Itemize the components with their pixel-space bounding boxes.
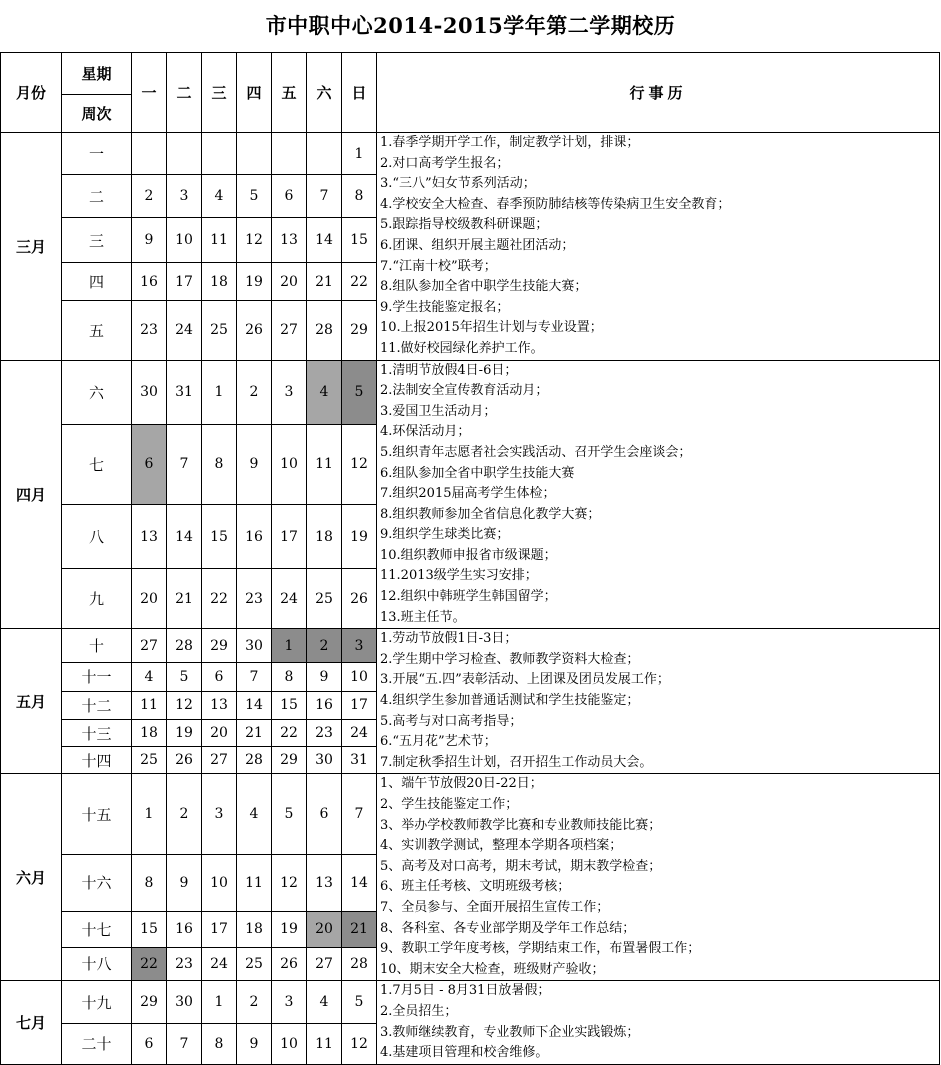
week-number: 一 xyxy=(62,133,132,175)
week-number: 十二 xyxy=(62,691,132,719)
events-cell xyxy=(377,360,940,629)
day-header-7: 日 xyxy=(342,53,377,133)
event-item: 5.高考与对口高考指导； xyxy=(380,713,523,729)
event-item: 7、全员参与、全面开展招生宣传工作； xyxy=(380,899,610,915)
month-label: 四月 xyxy=(1,360,62,629)
events-cell xyxy=(377,133,940,361)
date-cell: 28 xyxy=(237,747,272,774)
holiday-date-cell: 20 xyxy=(307,911,342,947)
week-number: 十一 xyxy=(62,663,132,691)
date-cell: 14 xyxy=(237,691,272,719)
date-cell xyxy=(202,133,237,175)
event-item: 7.组织2015届高考学生体检； xyxy=(380,486,556,502)
date-cell: 21 xyxy=(307,263,342,301)
week-number: 九 xyxy=(62,569,132,629)
day-header-2: 二 xyxy=(167,53,202,133)
event-item: 1、端午节放假20日-22日； xyxy=(380,776,543,792)
event-item: 4.学校安全大检查、春季预防肺结核等传染病卫生安全教育； xyxy=(380,196,731,212)
date-cell: 8 xyxy=(132,855,167,912)
holiday-date-cell: 6 xyxy=(132,424,167,504)
date-cell: 18 xyxy=(132,719,167,746)
events-cell xyxy=(377,774,940,981)
holiday-date-cell: 22 xyxy=(132,947,167,981)
date-cell: 1 xyxy=(202,981,237,1024)
date-cell: 29 xyxy=(132,981,167,1024)
date-cell: 7 xyxy=(167,1024,202,1065)
date-cell: 11 xyxy=(132,691,167,719)
event-item: 12.组织中韩班学生韩国留学； xyxy=(380,589,557,605)
event-item: 1.春季学期开学工作，制定教学计划，排课； xyxy=(380,135,640,150)
date-cell: 12 xyxy=(272,855,307,912)
week-number: 十九 xyxy=(62,981,132,1024)
event-item: 8、各科室、各专业部学期及学年工作总结； xyxy=(380,920,636,936)
event-item: 9.组织学生球类比赛； xyxy=(380,527,510,543)
event-item: 4.组织学生参加普通话测试和学生技能鉴定； xyxy=(380,693,640,709)
event-item: 6、班主任考核、文明班级考核； xyxy=(380,879,571,895)
week-row xyxy=(1,133,940,175)
date-cell: 8 xyxy=(202,1024,237,1065)
date-cell: 7 xyxy=(237,663,272,691)
date-cell: 29 xyxy=(272,747,307,774)
date-cell: 15 xyxy=(272,691,307,719)
date-cell: 28 xyxy=(167,629,202,663)
event-item: 5.组织青年志愿者社会实践活动、召开学生会座谈会； xyxy=(380,444,692,460)
week-number: 七 xyxy=(62,424,132,504)
date-cell: 30 xyxy=(237,629,272,663)
weekday-column-header: 星期 xyxy=(62,53,132,95)
date-cell: 15 xyxy=(202,504,237,568)
date-cell: 31 xyxy=(167,360,202,424)
month-label: 七月 xyxy=(1,981,62,1064)
date-cell: 9 xyxy=(132,218,167,263)
date-cell: 27 xyxy=(307,947,342,981)
day-header-6: 六 xyxy=(307,53,342,133)
date-cell: 23 xyxy=(237,569,272,629)
date-cell: 6 xyxy=(307,774,342,855)
event-item: 3.教师继续教育，专业教师下企业实践锻炼； xyxy=(380,1024,640,1040)
date-cell: 11 xyxy=(237,855,272,912)
event-item: 9.学生技能鉴定报名； xyxy=(380,299,510,315)
date-cell: 13 xyxy=(132,504,167,568)
date-cell: 31 xyxy=(342,747,377,774)
date-cell: 14 xyxy=(307,218,342,263)
event-item: 10.上报2015年招生计划与专业设置； xyxy=(380,320,603,336)
date-cell: 2 xyxy=(237,360,272,424)
date-cell: 1 xyxy=(132,774,167,855)
date-cell: 5 xyxy=(237,175,272,218)
date-cell: 10 xyxy=(272,1024,307,1065)
date-cell: 25 xyxy=(237,947,272,981)
date-cell: 5 xyxy=(272,774,307,855)
date-cell: 13 xyxy=(307,855,342,912)
date-cell xyxy=(307,133,342,175)
day-header-3: 三 xyxy=(202,53,237,133)
event-item: 4.环保活动月； xyxy=(380,424,471,440)
date-cell: 2 xyxy=(167,774,202,855)
event-item: 1.7月5日 - 8月31日放暑假； xyxy=(380,983,551,999)
date-cell: 19 xyxy=(272,911,307,947)
date-cell: 22 xyxy=(342,263,377,301)
date-cell: 10 xyxy=(272,424,307,504)
week-number: 二十 xyxy=(62,1024,132,1065)
date-cell: 17 xyxy=(342,691,377,719)
date-cell: 16 xyxy=(167,911,202,947)
date-cell: 25 xyxy=(132,747,167,774)
month-column-header: 月份 xyxy=(1,53,62,133)
date-cell: 26 xyxy=(167,747,202,774)
date-cell: 28 xyxy=(307,301,342,360)
week-row xyxy=(1,629,940,663)
event-item: 6.“五月花”艺术节； xyxy=(380,734,497,750)
date-cell: 15 xyxy=(342,218,377,263)
date-cell: 7 xyxy=(307,175,342,218)
event-item: 3.开展“五.四”表彰活动、上团课及团员发展工作； xyxy=(380,672,670,688)
date-cell: 3 xyxy=(202,774,237,855)
event-item: 2.对口高考学生报名； xyxy=(380,155,510,171)
date-cell: 5 xyxy=(342,981,377,1024)
date-cell: 8 xyxy=(202,424,237,504)
event-item: 11.做好校园绿化养护工作。 xyxy=(380,340,544,356)
date-cell: 12 xyxy=(342,1024,377,1065)
date-cell xyxy=(167,133,202,175)
date-cell: 1 xyxy=(342,133,377,175)
week-row xyxy=(1,774,940,855)
week-number: 十四 xyxy=(62,747,132,774)
holiday-date-cell: 2 xyxy=(307,629,342,663)
event-item: 2.法制安全宣传教育活动月； xyxy=(380,383,549,399)
date-cell: 14 xyxy=(167,504,202,568)
holiday-date-cell: 21 xyxy=(342,911,377,947)
day-header-1: 一 xyxy=(132,53,167,133)
date-cell: 30 xyxy=(132,360,167,424)
date-cell: 16 xyxy=(237,504,272,568)
date-cell: 18 xyxy=(202,263,237,301)
date-cell: 19 xyxy=(167,719,202,746)
date-cell: 25 xyxy=(202,301,237,360)
event-item: 5.跟踪指导校级教科研课题； xyxy=(380,217,549,233)
date-cell xyxy=(132,133,167,175)
date-cell: 15 xyxy=(132,911,167,947)
date-cell: 8 xyxy=(272,663,307,691)
event-item: 7.“江南十校”联考； xyxy=(380,258,497,274)
event-item: 2.全员招生； xyxy=(380,1003,458,1019)
date-cell: 10 xyxy=(342,663,377,691)
date-cell: 12 xyxy=(342,424,377,504)
week-number: 四 xyxy=(62,263,132,301)
date-cell: 14 xyxy=(342,855,377,912)
holiday-date-cell: 3 xyxy=(342,629,377,663)
date-cell: 26 xyxy=(342,569,377,629)
date-cell: 20 xyxy=(202,719,237,746)
date-cell: 4 xyxy=(202,175,237,218)
date-cell: 23 xyxy=(307,719,342,746)
date-cell: 9 xyxy=(237,1024,272,1065)
date-cell: 30 xyxy=(167,981,202,1024)
events-column-header: 行事历 xyxy=(377,53,940,133)
date-cell: 9 xyxy=(167,855,202,912)
date-cell: 11 xyxy=(307,1024,342,1065)
event-item: 3.爱国卫生活动月； xyxy=(380,403,497,419)
day-header-4: 四 xyxy=(237,53,272,133)
date-cell xyxy=(272,133,307,175)
week-number: 十八 xyxy=(62,947,132,981)
date-cell: 25 xyxy=(307,569,342,629)
event-item: 13.班主任节。 xyxy=(380,609,466,625)
event-item: 3.“三八”妇女节系列活动； xyxy=(380,176,536,192)
date-cell xyxy=(237,133,272,175)
date-cell: 19 xyxy=(342,504,377,568)
week-number: 十五 xyxy=(62,774,132,855)
date-cell: 19 xyxy=(237,263,272,301)
date-cell: 22 xyxy=(202,569,237,629)
event-item: 11.2013级学生实习安排； xyxy=(380,568,538,584)
date-cell: 20 xyxy=(132,569,167,629)
date-cell: 26 xyxy=(272,947,307,981)
holiday-date-cell: 5 xyxy=(342,360,377,424)
date-cell: 6 xyxy=(132,1024,167,1065)
event-item: 7.制定秋季招生计划，召开招生工作动员大会。 xyxy=(380,754,653,770)
date-cell: 16 xyxy=(132,263,167,301)
date-cell: 21 xyxy=(167,569,202,629)
date-cell: 27 xyxy=(272,301,307,360)
date-cell: 11 xyxy=(202,218,237,263)
calendar-title: 市中职中心2014-2015学年第二学期校历 xyxy=(265,13,676,38)
date-cell: 3 xyxy=(167,175,202,218)
date-cell: 1 xyxy=(202,360,237,424)
week-number: 十 xyxy=(62,629,132,663)
date-cell: 5 xyxy=(167,663,202,691)
day-header-5: 五 xyxy=(272,53,307,133)
date-cell: 12 xyxy=(167,691,202,719)
date-cell: 22 xyxy=(272,719,307,746)
date-cell: 4 xyxy=(307,981,342,1024)
date-cell: 8 xyxy=(342,175,377,218)
date-cell: 10 xyxy=(202,855,237,912)
event-item: 1.劳动节放假1日-3日； xyxy=(380,631,518,647)
week-number: 十六 xyxy=(62,855,132,912)
date-cell: 9 xyxy=(237,424,272,504)
event-item: 2、学生技能鉴定工作； xyxy=(380,797,519,812)
date-cell: 2 xyxy=(237,981,272,1024)
event-item: 1.清明节放假4日-6日； xyxy=(380,362,518,378)
week-number: 二 xyxy=(62,175,132,218)
week-row xyxy=(1,360,940,424)
date-cell: 28 xyxy=(342,947,377,981)
holiday-date-cell: 1 xyxy=(272,629,307,663)
week-number: 三 xyxy=(62,218,132,263)
week-row xyxy=(1,981,940,1024)
date-cell: 6 xyxy=(272,175,307,218)
date-cell: 4 xyxy=(237,774,272,855)
date-cell: 21 xyxy=(237,719,272,746)
week-number: 八 xyxy=(62,504,132,568)
date-cell: 6 xyxy=(202,663,237,691)
events-cell xyxy=(377,981,940,1064)
date-cell: 16 xyxy=(307,691,342,719)
date-cell: 30 xyxy=(307,747,342,774)
date-cell: 7 xyxy=(342,774,377,855)
date-cell: 17 xyxy=(272,504,307,568)
month-label: 三月 xyxy=(1,133,62,361)
date-cell: 7 xyxy=(167,424,202,504)
date-cell: 2 xyxy=(132,175,167,218)
week-number: 五 xyxy=(62,301,132,360)
date-cell: 13 xyxy=(272,218,307,263)
date-cell: 9 xyxy=(307,663,342,691)
event-item: 3、举办学校教师教学比赛和专业教师技能比赛； xyxy=(380,817,662,833)
event-item: 9、教职工学年度考核，学期结束工作，布置暑假工作； xyxy=(380,941,701,957)
week-number: 十七 xyxy=(62,911,132,947)
date-cell: 29 xyxy=(342,301,377,360)
calendar-table xyxy=(0,52,940,1065)
date-cell: 27 xyxy=(202,747,237,774)
month-label: 五月 xyxy=(1,629,62,774)
event-item: 8.组队参加全省中职学生技能大赛； xyxy=(380,279,588,295)
event-item: 6.团课、组织开展主题社团活动； xyxy=(380,237,575,253)
date-cell: 3 xyxy=(272,981,307,1024)
event-item: 8.组织教师参加全省信息化教学大赛； xyxy=(380,506,601,522)
date-cell: 11 xyxy=(307,424,342,504)
date-cell: 13 xyxy=(202,691,237,719)
date-cell: 27 xyxy=(132,629,167,663)
event-item: 4、实训教学测试，整理本学期各项档案； xyxy=(380,838,623,854)
event-item: 2.学生期中学习检查、教师教学资料大检查； xyxy=(380,651,640,667)
date-cell: 4 xyxy=(132,663,167,691)
date-cell: 24 xyxy=(342,719,377,746)
week-column-header: 周次 xyxy=(62,95,132,133)
date-cell: 24 xyxy=(167,301,202,360)
date-cell: 17 xyxy=(167,263,202,301)
events-cell xyxy=(377,629,940,774)
date-cell: 17 xyxy=(202,911,237,947)
week-number: 六 xyxy=(62,360,132,424)
holiday-date-cell: 4 xyxy=(307,360,342,424)
event-item: 5、高考及对口高考，期末考试，期末教学检查； xyxy=(380,858,662,874)
date-cell: 29 xyxy=(202,629,237,663)
event-item: 4.基建项目管理和校舍维修。 xyxy=(380,1045,549,1061)
date-cell: 26 xyxy=(237,301,272,360)
event-item: 6.组队参加全省中职学生技能大赛 xyxy=(380,465,575,481)
date-cell: 10 xyxy=(167,218,202,263)
date-cell: 18 xyxy=(237,911,272,947)
date-cell: 3 xyxy=(272,360,307,424)
month-label: 六月 xyxy=(1,774,62,981)
date-cell: 23 xyxy=(132,301,167,360)
week-number: 十三 xyxy=(62,719,132,746)
date-cell: 12 xyxy=(237,218,272,263)
date-cell: 24 xyxy=(272,569,307,629)
date-cell: 23 xyxy=(167,947,202,981)
event-item: 10.组织教师申报省市级课题； xyxy=(380,547,557,563)
date-cell: 20 xyxy=(272,263,307,301)
date-cell: 18 xyxy=(307,504,342,568)
date-cell: 24 xyxy=(202,947,237,981)
event-item: 10、期末安全大检查，班级财产验收； xyxy=(380,961,605,977)
